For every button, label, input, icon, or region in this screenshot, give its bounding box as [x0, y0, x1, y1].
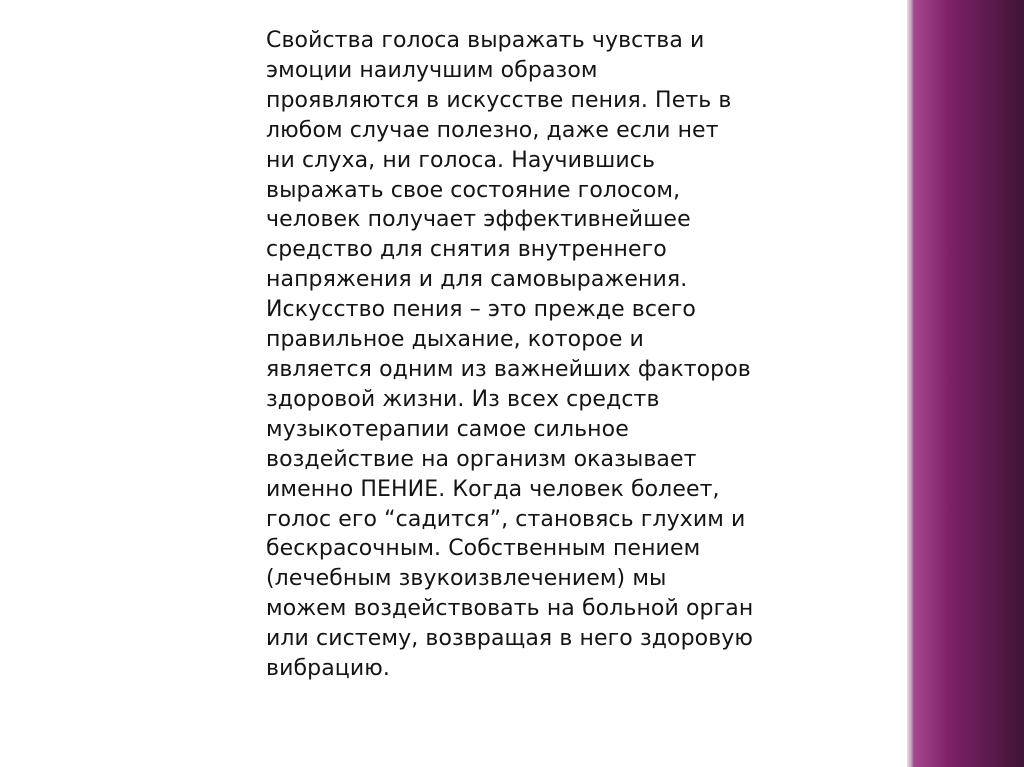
side-panel-edge — [907, 0, 914, 767]
text-line: любом случае полезно, даже если нет — [266, 117, 719, 143]
text-line: эмоции наилучшим образом — [266, 57, 598, 83]
text-line: является одним из важнейших факторов — [266, 356, 751, 382]
side-panel-highlight — [914, 0, 948, 767]
text-line: или систему, возвращая в него здоровую — [266, 626, 754, 652]
text-line: выражать свое состояние голосом, — [266, 177, 681, 203]
text-line: музыкотерапии самое сильное — [266, 416, 629, 442]
text-line: ни слуха, ни голоса. Научившись — [266, 147, 656, 173]
text-line: напряжения и для самовыражения. — [266, 267, 688, 293]
text-line: средство для снятия внутреннего — [266, 237, 667, 263]
text-line: правильное дыхание, которое и — [266, 327, 644, 353]
text-line: Искусство пения – это прежде всего — [266, 297, 696, 323]
text-line: воздействие на организм оказывает — [266, 446, 697, 472]
slide-body-text — [266, 26, 786, 684]
text-line: человек получает эффективнейшее — [266, 207, 691, 233]
text-line: голос его “садится”, становясь глухим и — [266, 506, 746, 532]
text-line: можем воздействовать на больной орган — [266, 596, 754, 622]
text-line: здоровой жизни. Из всех средств — [266, 386, 660, 412]
decorative-side-panel — [914, 0, 1024, 767]
text-line: проявляются в искусстве пения. Петь в — [266, 87, 732, 113]
text-line: бескрасочным. Собственным пением — [266, 536, 701, 562]
text-line: вибрацию. — [266, 656, 390, 682]
text-line: (лечебным звукоизвлечением) мы — [266, 566, 667, 592]
text-line: Свойства голоса выражать чувства и — [266, 28, 705, 53]
text-line: именно ПЕНИЕ. Когда человек болеет, — [266, 476, 720, 502]
